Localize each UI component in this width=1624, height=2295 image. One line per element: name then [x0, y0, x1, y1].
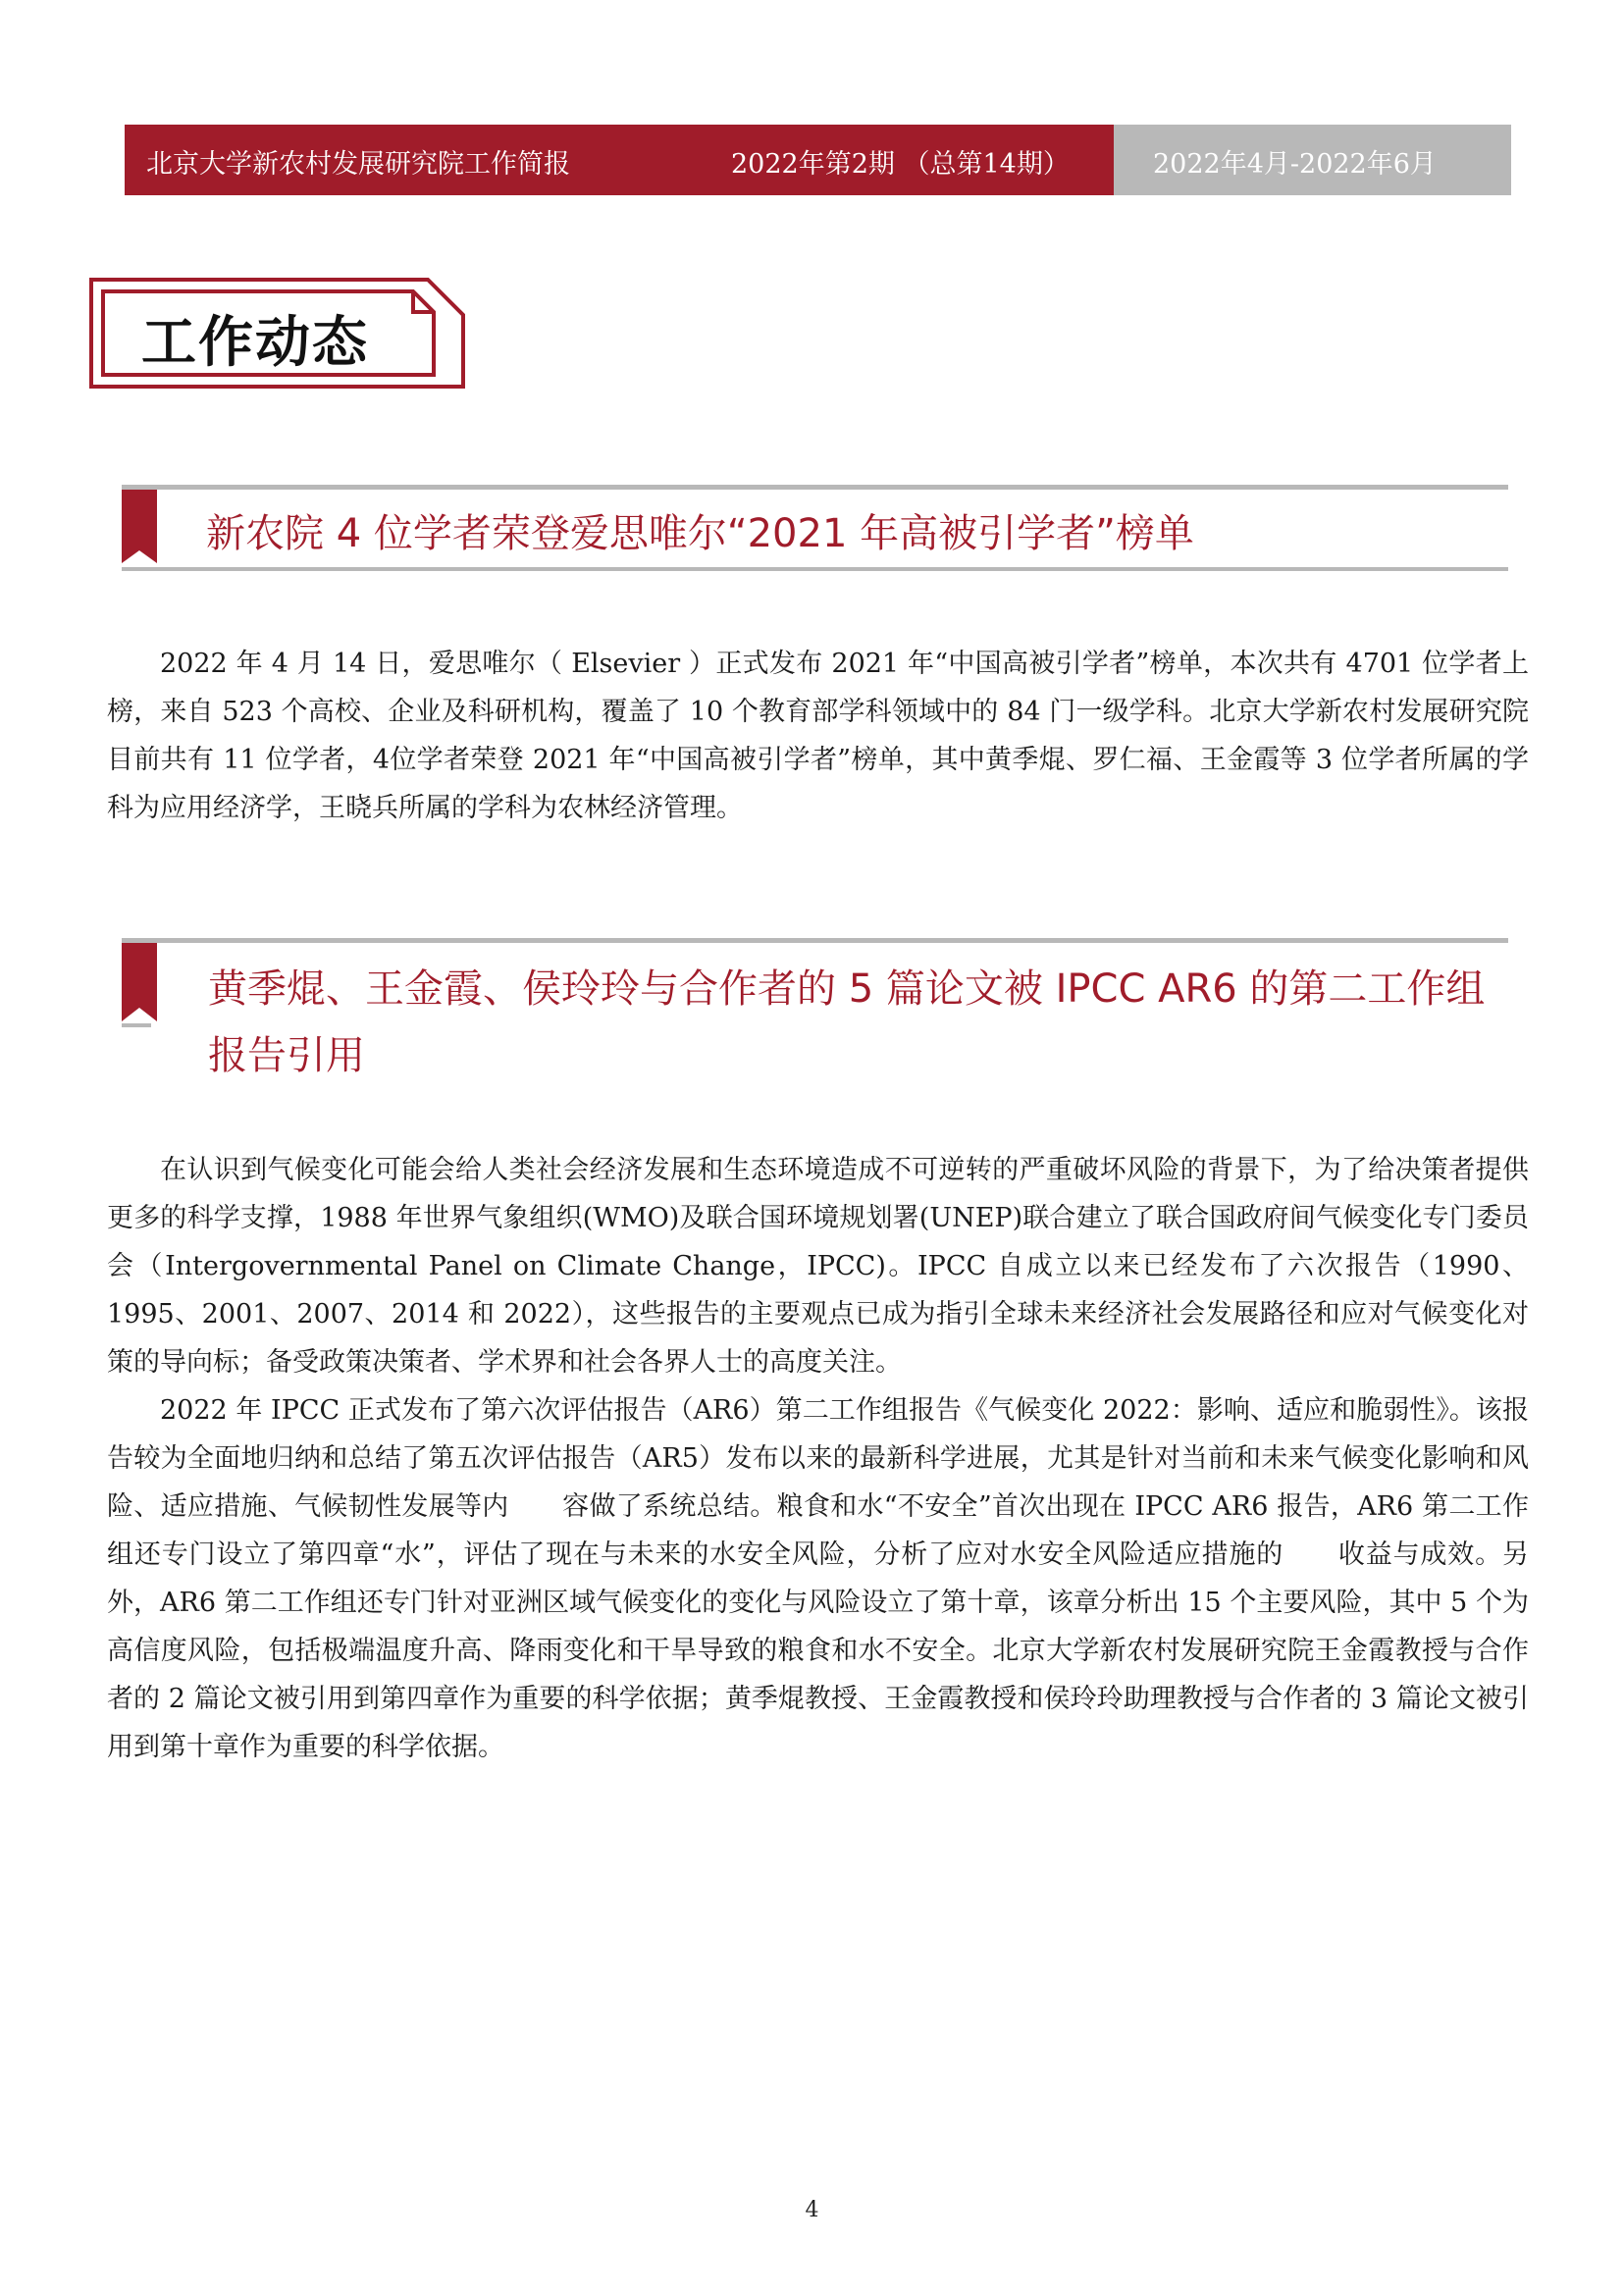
article-title-1: 新农院 4 位学者荣登爱思唯尔“2021 年高被引学者”榜单 — [206, 511, 1194, 556]
article-body-1 — [107, 640, 1529, 832]
paragraph: 2022 年 IPCC 正式发布了第六次评估报告（AR6）第二工作组报告《气候变化 2022：影响、适应和脆弱性》。该报告较为全面地归纳和总结了第五次评估报告（AR5）发布以来的最新科学进展，尤其是针对当前和未来气候变化影响和风险、适应措施、气候韧性发展等内 容做了系统总结。粮食和水“不安全”首次出现在 IPCC AR6 报告，AR6 第二工作组还专门设立了第四章“水”，评估了现在与未来的水安全风险，分析了应对水安全风险适应措施的 收益与成效。另外，AR6 第二工作组还专门针对亚洲区域气候变化的变化与风险设立了第十章，该章分析出 15 个主要风险，其中 5 个为高信度风险，包括极端温度升高、降雨变化和干旱导致的粮食和水不安全。北京大学新农村发展研究院王金霞教授与合作者的 2 篇论文被引用到第四章作为重要的科学依据；黄季焜教授、王金霞教授和侯玲玲助理教授与合作者的 3 篇论文被引用到第十章作为重要的科学依据。 — [107, 1395, 1529, 1762]
heading-bottom-rule — [122, 1023, 151, 1027]
heading-top-rule — [122, 485, 1508, 490]
heading-bottom-rule — [122, 567, 1508, 571]
publication-title: 北京大学新农村发展研究院工作简报 — [146, 149, 570, 180]
header-grey-band — [1114, 125, 1511, 195]
header-red-band — [125, 125, 1114, 195]
article-title-2: 黄季焜、王金霞、侯玲玲与合作者的 5 篇论文被 IPCC AR6 的第二工作组报告引用 — [208, 966, 1486, 1078]
paragraph: 2022 年 4 月 14 日，爱思唯尔（ Elsevier ）正式发布 2021 年“中国高被引学者”榜单，本次共有 4701 位学者上榜，来自 523 个高校、企业及科研机构，覆盖了 10 个教育部学科领域中的 84 门一级学科。北京大学新农村发展研究院目前共有 11 位学者，4位学者荣登 2021 年“中国高被引学者”榜单，其中黄季焜、罗仁福、王金霞等 3 位学者所属的学科为应用经济学，王晓兵所属的学科为农林经济管理。 — [107, 649, 1529, 823]
bookmark-ribbon-icon — [122, 943, 157, 1021]
bookmark-ribbon-icon — [122, 490, 157, 563]
article-body-2 — [107, 1146, 1529, 1771]
section-title: 工作动态 — [141, 311, 369, 375]
page-number: 4 — [805, 2198, 819, 2222]
heading-top-rule — [122, 938, 1508, 943]
paragraph: 在认识到气候变化可能会给人类社会经济发展和生态环境造成不可逆转的严重破坏风险的背景下，为了给决策者提供更多的科学支撑，1988 年世界气象组织(WMO)及联合国环境规划署(UNEP)联合建立了联合国政府间气候变化专门委员会（Intergovernmental Panel on Climate Change，IPCC)。IPCC 自成立以来已经发布了六次报告（1990、1995、2001、2007、2014 和 2022），这些报告的主要观点已成为指引全球未来经济社会发展路径和应对气候变化对策的导向标；备受政策决策者、学术界和社会各界人士的高度关注。 — [107, 1155, 1529, 1378]
page-header — [125, 125, 1511, 195]
section-title-box — [89, 278, 465, 389]
issue-period: 2022年4月-2022年6月 — [1153, 149, 1437, 180]
issue-number: 2022年第2期 （总第14期） — [731, 149, 1070, 180]
